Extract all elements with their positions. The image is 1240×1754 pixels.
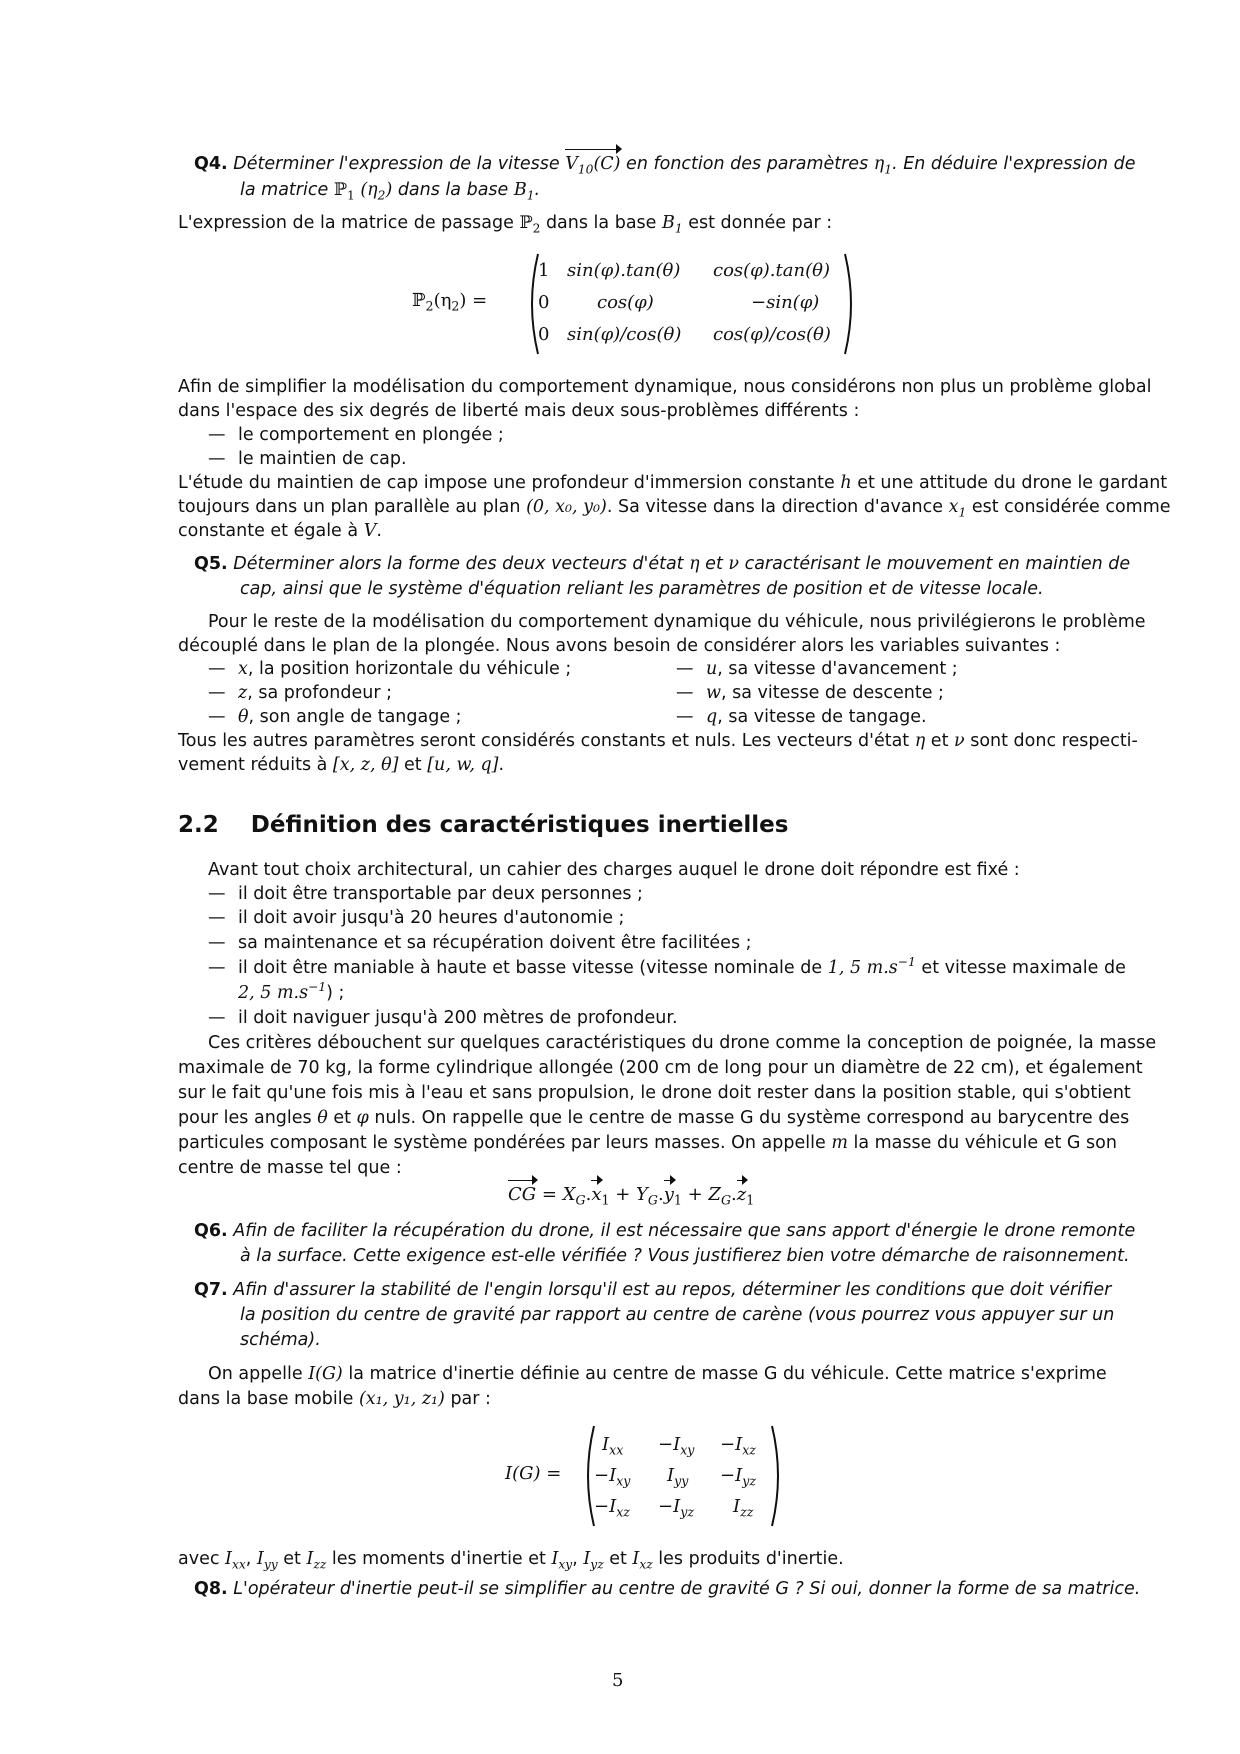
- matrix-cell: 0: [538, 324, 550, 345]
- bullet-item: — il doit être transportable par deux personnes ;: [208, 884, 643, 904]
- velocity-vector: $V_{10}(C)$: [565, 151, 620, 177]
- question-label: Q4.: [194, 154, 228, 174]
- matrix-lhs: I(G) =: [505, 1463, 562, 1484]
- matrix-cell: cos(φ).tan(θ): [713, 260, 830, 281]
- bullet-item: — il doit avoir jusqu'à 20 heures d'autonomie ;: [208, 908, 625, 928]
- matrix-cell: $I_{yy}$: [667, 1465, 689, 1489]
- q4-line2: la matrice ℙ$_1$ $(\eta_2)$ dans la base $B_1$.: [240, 180, 541, 203]
- matrix-cell: $-I_{xz}$: [594, 1496, 630, 1520]
- matrix-cell: $-I_{xy}$: [658, 1434, 695, 1458]
- matrix-cell: $I_{zz}$: [733, 1496, 754, 1520]
- variable-item: — w, sa vitesse de descente ;: [676, 683, 944, 703]
- paragraph-line: Tous les autres paramètres seront considérés constants et nuls. Les vecteurs d'état η et ν sont donc respecti-: [178, 731, 1138, 751]
- matrix-cell: cos(φ): [597, 292, 654, 313]
- variable-item: — z, sa profondeur ;: [208, 683, 392, 703]
- question-label: Q8.: [194, 1579, 228, 1599]
- matrix-cell: 1: [538, 260, 550, 281]
- paragraph-line: Avant tout choix architectural, un cahier des charges auquel le drone doit répondre est fixé :: [208, 860, 1020, 880]
- q6-line2: à la surface. Cette exigence est-elle vérifiée ? Vous justifierez bien votre démarche de raisonnement.: [240, 1246, 1130, 1266]
- basis-notation: (x₁, y₁, z₁): [358, 1389, 445, 1409]
- matrix-cell: $-I_{xy}$: [594, 1465, 631, 1489]
- paragraph-line: avec $I_{xx}$, $I_{yy}$ et $I_{zz}$ les moments d'inertie et $I_{xy}$, $I_{yz}$ et $I_{xz}$ les produits d'inertie.: [178, 1549, 844, 1572]
- paragraph-line: Afin de simplifier la modélisation du comportement dynamique, nous considérons non plus un problème global: [178, 377, 1152, 397]
- matrix-cell: $-I_{yz}$: [720, 1465, 756, 1489]
- right-paren: [843, 252, 859, 356]
- q7-line2: la position du centre de gravité par rapport au centre de carène (vous pourrez vous appuyer sur un: [240, 1305, 1115, 1325]
- question-label: Q7.: [194, 1280, 228, 1300]
- question-label: Q5.: [194, 554, 228, 574]
- paragraph-line: particules composant le système pondérées par leurs masses. On appelle m la masse du véhicule et G son: [178, 1133, 1117, 1153]
- bullet-item: — sa maintenance et sa récupération doivent être facilitées ;: [208, 933, 752, 953]
- section-number: 2.2: [178, 812, 219, 838]
- variable-item: — θ, son angle de tangage ;: [208, 707, 462, 727]
- q6-line1: Q6. Afin de faciliter la récupération du drone, il est nécessaire que sans apport d'énergie le drone remonte: [194, 1221, 1136, 1241]
- q5-line2: cap, ainsi que le système d'équation reliant les paramètres de position et de vitesse locale.: [240, 579, 1044, 599]
- paragraph-line: découplé dans le plan de la plongée. Nous avons besoin de considérer alors les variables suivantes :: [178, 636, 1061, 656]
- variable-item: — q, sa vitesse de tangage.: [676, 707, 927, 727]
- matrix-cell: cos(φ)/cos(θ): [713, 324, 831, 345]
- bullet-item: — le comportement en plongée ;: [208, 425, 504, 445]
- matrix-lhs: $ℙ_2(\eta_2)$ =: [412, 290, 488, 314]
- section-heading: [178, 810, 788, 840]
- paragraph-line: sur le fait qu'une fois mis à l'eau et sans propulsion, le drone doit rester dans la position stable, qui s'obtient: [178, 1083, 1131, 1103]
- matrix-cell: $-I_{xz}$: [720, 1434, 756, 1458]
- variable-item: — x, la position horizontale du véhicule ;: [208, 659, 572, 679]
- q7-line3: schéma).: [240, 1330, 321, 1350]
- right-paren: [770, 1424, 786, 1528]
- page-number: 5: [612, 1670, 624, 1691]
- paragraph-line: Ces critères débouchent sur quelques caractéristiques du drone comme la conception de poignée, la masse: [208, 1033, 1157, 1053]
- matrix-cell: $I_{xx}$: [602, 1434, 624, 1458]
- paragraph-line: centre de masse tel que :: [178, 1158, 402, 1178]
- question-label: Q6.: [194, 1221, 228, 1241]
- paragraph-line: vement réduits à [x, z, θ] et [u, w, q].: [178, 755, 505, 775]
- section-title: Définition des caractéristiques inertielles: [250, 812, 789, 838]
- bullet-item: — il doit naviguer jusqu'à 200 mètres de profondeur.: [208, 1008, 678, 1028]
- matrix-cell: −sin(φ): [751, 292, 820, 313]
- variable-item: — u, sa vitesse d'avancement ;: [676, 659, 958, 679]
- paragraph-line: L'étude du maintien de cap impose une profondeur d'immersion constante h et une attitude du drone le gardant: [178, 473, 1168, 493]
- paragraph-line: Pour le reste de la modélisation du comportement dynamique du véhicule, nous privilégierons le problème: [208, 612, 1146, 632]
- bullet-item: — le maintien de cap.: [208, 449, 407, 469]
- matrix-cell: sin(φ).tan(θ): [567, 260, 681, 281]
- paragraph-line: dans la base mobile (x₁, y₁, z₁) par :: [178, 1389, 491, 1409]
- equation-cg: CG = $X_G.x_1 + Y_G.y_1 + Z_G.z_1$: [508, 1184, 755, 1208]
- paragraph-line: dans l'espace des six degrés de liberté mais deux sous-problèmes différents :: [178, 401, 860, 421]
- bullet-continuation: 2, 5 $m.s^{-1}$) ;: [238, 980, 345, 1003]
- intro-p2: L'expression de la matrice de passage ℙ$_2$ dans la base $B_1$ est donnée par :: [178, 213, 833, 236]
- paragraph-line: pour les angles θ et φ nuls. On rappelle que le centre de masse G du système correspond au barycentre des: [178, 1108, 1130, 1128]
- paragraph-line: toujours dans un plan parallèle au plan (0, x₀, y₀). Sa vitesse dans la direction d'avance $x_1$ est considérée comme: [178, 497, 1171, 520]
- matrix-cell: sin(φ)/cos(θ): [567, 324, 682, 345]
- q5-line1: Q5. Déterminer alors la forme des deux vecteurs d'état η et ν caractérisant le mouvement en maintien de: [194, 554, 1131, 574]
- q7-line1: Q7. Afin d'assurer la stabilité de l'engin lorsqu'il est au repos, déterminer les conditions que doit vérifier: [194, 1280, 1112, 1300]
- q4-line1: Q4. Déterminer l'expression de la vitesse $V_{10}(C)$ en fonction des paramètres $\eta_1$. En déduire l'expression de: [194, 151, 1136, 177]
- paragraph-line: constante et égale à V.: [178, 521, 382, 541]
- paragraph-line: On appelle I(G) la matrice d'inertie définie au centre de masse G du véhicule. Cette matrice s'exprime: [208, 1364, 1107, 1384]
- bullet-item: — il doit être maniable à haute et basse vitesse (vitesse nominale de 1, 5 $m.s^{-1}$ et vitesse maximale de: [208, 955, 1126, 978]
- q8-line: Q8. L'opérateur d'inertie peut-il se simplifier au centre de gravité G ? Si oui, donner la forme de sa matrice.: [194, 1579, 1141, 1599]
- paragraph-line: maximale de 70 kg, la forme cylindrique allongée (200 cm de long pour un diamètre de 22 cm), et également: [178, 1058, 1143, 1078]
- matrix-cell: $-I_{yz}$: [658, 1496, 694, 1520]
- matrix-cell: 0: [538, 292, 550, 313]
